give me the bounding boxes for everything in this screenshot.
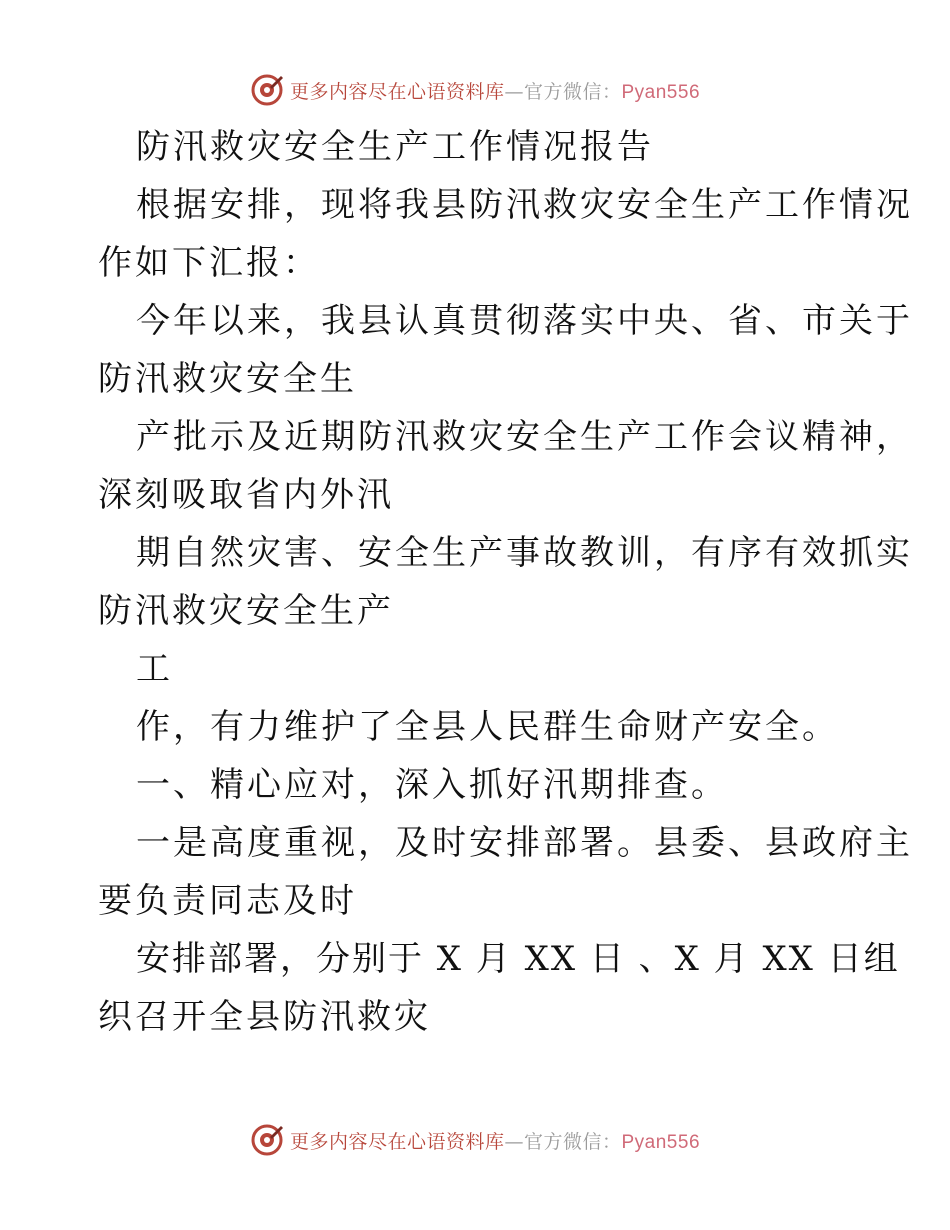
section-heading: 一、精心应对，深入抓好汛期排查。 — [136, 765, 728, 805]
paragraph-line: 要负责同志及时 — [98, 881, 357, 921]
paragraph-line: 期自然灾害、安全生产事故教训，有序有效抓实 — [136, 533, 913, 573]
paragraph-line: 作如下汇报： — [98, 243, 320, 283]
paragraph-line: 作，有力维护了全县人民群生命财产安全。 — [136, 707, 839, 747]
pen-seal-icon — [250, 73, 284, 107]
paragraph-line: 深刻吸取省内外汛 — [98, 475, 394, 515]
document-title: 防汛救灾安全生产工作情况报告 — [136, 127, 654, 167]
paragraph-line: 织召开全县防汛救灾 — [98, 997, 431, 1037]
watermark-wechat-id: Pyan556 — [621, 81, 701, 103]
watermark-site: 更多内容尽在心语资料库 — [289, 1130, 505, 1153]
watermark-dash: — — [504, 80, 524, 103]
watermark-site: 更多内容尽在心语资料库 — [289, 80, 505, 103]
paragraph-line: 安排部署，分别于 X 月 XX 日 、X 月 XX 日组 — [136, 939, 900, 979]
watermark-wechat-label: 官方微信： — [523, 80, 622, 103]
watermark-text — [290, 1127, 700, 1154]
paragraph-line: 一是高度重视，及时安排部署。县委、县政府主 — [136, 823, 913, 863]
paragraph-line: 工 — [136, 649, 173, 689]
watermark-wechat-label: 官方微信： — [523, 1130, 622, 1153]
paragraph-line: 今年以来，我县认真贯彻落实中央、省、市关于 — [136, 301, 913, 341]
paragraph-line: 产批示及近期防汛救灾安全生产工作会议精神， — [136, 417, 913, 457]
watermark-wechat-id: Pyan556 — [621, 1131, 701, 1153]
pen-seal-icon — [250, 1123, 284, 1157]
paragraph-line: 根据安排，现将我县防汛救灾安全生产工作情况 — [136, 185, 913, 225]
watermark-dash: — — [504, 1130, 524, 1153]
watermark-text — [290, 77, 700, 104]
watermark-banner-bottom — [0, 1120, 950, 1160]
paragraph-line: 防汛救灾安全生 — [98, 359, 357, 399]
watermark-banner-top — [0, 70, 950, 110]
document-body — [98, 118, 913, 1046]
paragraph-line: 防汛救灾安全生产 — [98, 591, 394, 631]
